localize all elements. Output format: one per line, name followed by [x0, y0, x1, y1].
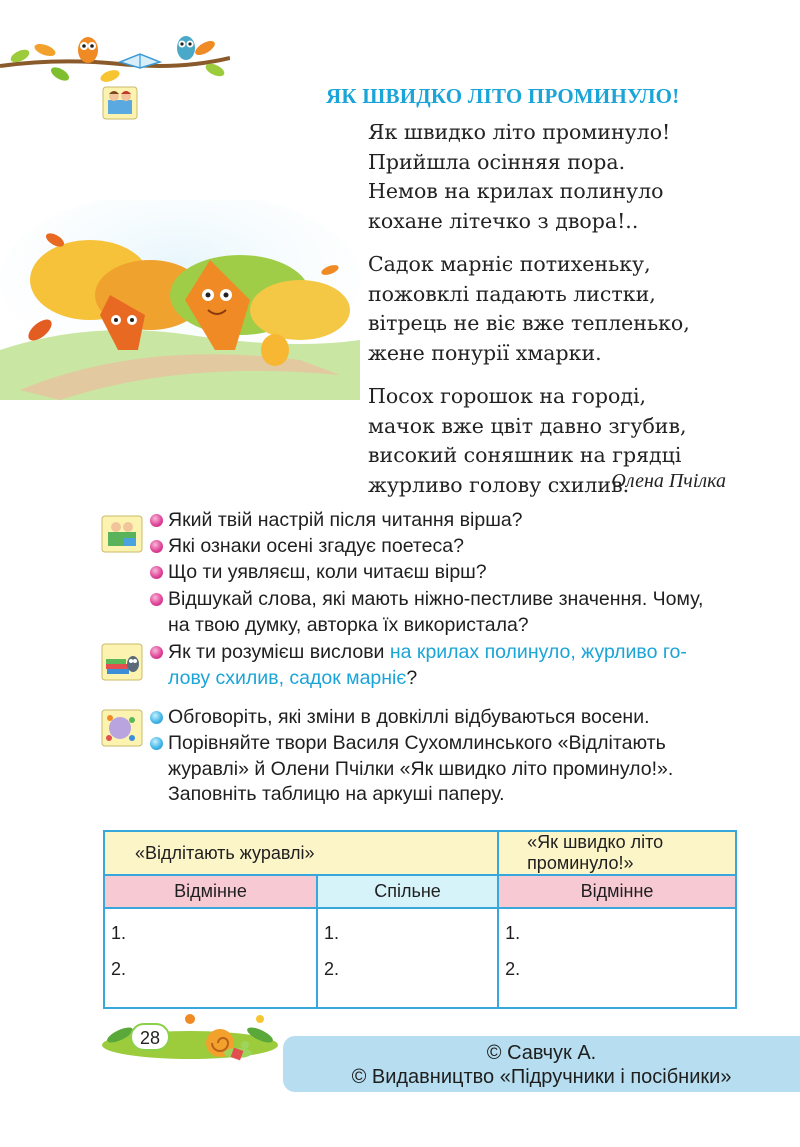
question-1: Який твій настрій після читання вірша?: [150, 508, 523, 534]
task-2: Порівняйте твори Василя Сухомлинського «Відлітають журавлі» й Олени Пчілки «Як швидко літо проминуло!». Заповніть таблицю на аркуші паперу.: [150, 731, 673, 808]
blue-bullet-icon: [150, 711, 163, 724]
think-children-icon: [100, 512, 144, 554]
poem-line: мачок вже цвіт давно згубив,: [368, 413, 687, 438]
pink-bullet-icon: [150, 540, 163, 553]
question-4: Відшукай слова, які мають ніжно-пестливе значення. Чому, на твою думку, авторка їх використала?: [150, 587, 703, 638]
question-2: Які ознаки осені згадує поетеса?: [150, 534, 464, 560]
poem-author: Олена Пчілка: [611, 470, 726, 492]
table-header-row: [104, 831, 736, 875]
column-different-right: Відмінне: [498, 875, 736, 908]
pink-bullet-icon: [150, 646, 163, 659]
pink-bullet-icon: [150, 514, 163, 527]
table-header-right: «Як швидко літо проминуло!»: [498, 831, 736, 875]
poem-title: ЯК ШВИДКО ЛІТО ПРОМИНУЛО!: [326, 84, 680, 108]
poem-line: Прийшла осінняя пора.: [368, 149, 626, 174]
table-subheader-row: [104, 875, 736, 908]
snail-flowers-decoration: [100, 1005, 280, 1065]
poem-line: Посох горошок на городі,: [368, 384, 647, 408]
column-common: Спільне: [317, 875, 498, 908]
poem-line: журливо голову схилив.: [368, 472, 630, 497]
copyright-author: © Савчук А.: [486, 1042, 597, 1064]
stanza-1: [368, 118, 748, 236]
copyright-publisher: © Видавництво «Підручники і посібники»: [351, 1066, 732, 1088]
reading-children-icon: [100, 82, 140, 122]
poem-line: жене понурії хмарки.: [368, 340, 602, 365]
books-owl-icon: [100, 640, 144, 682]
page-number: 28: [130, 1023, 170, 1051]
blue-bullet-icon: [150, 737, 163, 750]
table-cell: 1. 2.: [317, 908, 498, 1008]
poem-line: кохане літечко з двора!..: [368, 208, 639, 233]
copyright-band: [283, 1036, 800, 1092]
table-header-left: «Відлітають журавлі»: [104, 831, 498, 875]
poem-line: вітрець не віє вже тепленько,: [368, 311, 690, 335]
poem-line: пожовклі падають листки,: [368, 281, 656, 306]
poem-line: Як швидко літо проминуло!: [368, 120, 671, 144]
group-discussion-icon: [100, 706, 144, 748]
table-row: [104, 908, 736, 1008]
stanza-2: [368, 250, 748, 368]
comparison-table: [103, 830, 737, 1009]
poem-line: високий соняшник на грядці: [368, 443, 682, 467]
column-different-left: Відмінне: [104, 875, 317, 908]
poem-line: Немов на крилах полинуло: [368, 179, 664, 203]
table-cell: 1. 2.: [104, 908, 317, 1008]
poem-text: [368, 118, 748, 514]
poem-line: Садок марніє потихеньку,: [368, 252, 651, 276]
task-1: Обговоріть, які зміни в довкіллі відбуваються восени.: [150, 705, 650, 731]
pink-bullet-icon: [150, 593, 163, 606]
question-5: Як ти розумієш вислови на крилах полинуло, журливо го- лову схилив, садок марніє?: [150, 640, 687, 691]
pink-bullet-icon: [150, 566, 163, 579]
branch-owls-decoration: [0, 28, 230, 88]
table-cell: 1. 2.: [498, 908, 736, 1008]
autumn-leaves-illustration: [0, 200, 360, 400]
question-3: Що ти уявляєш, коли читаєш вірш?: [150, 560, 487, 586]
